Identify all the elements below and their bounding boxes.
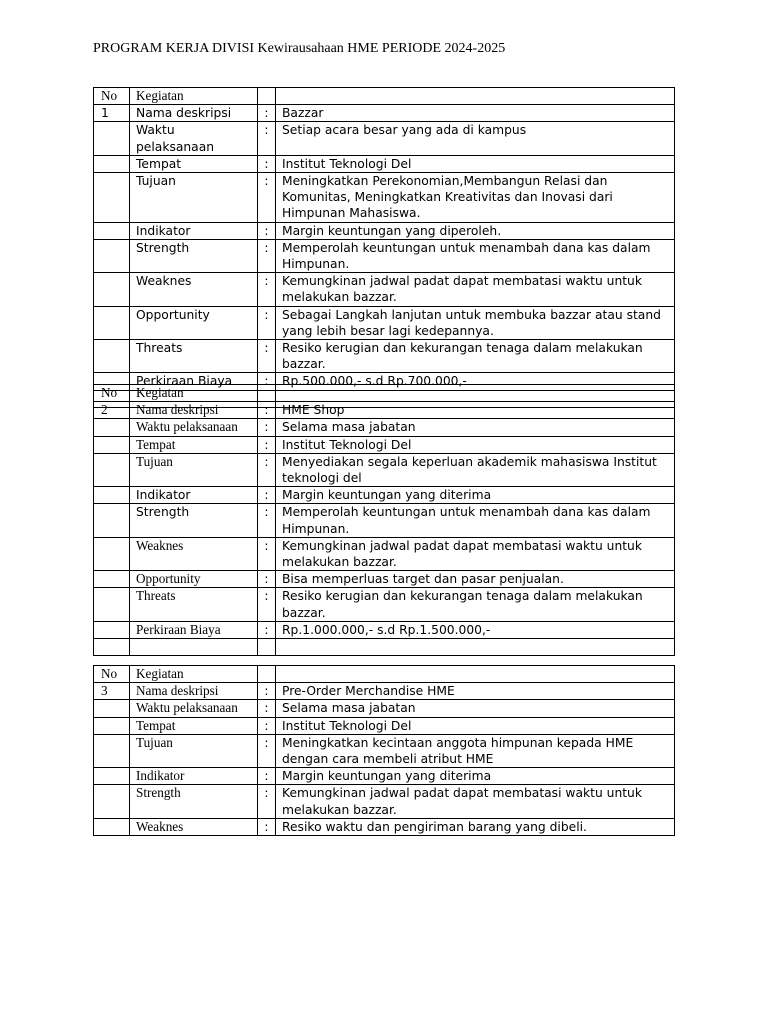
table-row <box>94 734 675 767</box>
row-value: Kemungkinan jadwal padat dapat membatasi waktu untuk melakukan bazzar. <box>276 785 675 818</box>
table-row <box>94 173 675 223</box>
program-number <box>94 537 130 570</box>
empty-cell <box>276 639 675 656</box>
empty-cell <box>258 639 276 656</box>
row-label: Weaknes <box>130 273 258 306</box>
program-number <box>94 453 130 486</box>
row-value: Bisa memperluas target dan pasar penjualan. <box>276 571 675 588</box>
program-number <box>94 785 130 818</box>
program-table-body <box>94 385 675 656</box>
row-value: Institut Teknologi Del <box>276 436 675 453</box>
program-number <box>94 621 130 638</box>
program-table-body <box>94 88 675 408</box>
row-label: Tujuan <box>130 173 258 223</box>
row-colon: : <box>258 588 276 621</box>
row-value: Margin keuntungan yang diterima <box>276 487 675 504</box>
row-colon: : <box>258 487 276 504</box>
header-no: No <box>94 88 130 105</box>
row-label: Tempat <box>130 155 258 172</box>
program-number <box>94 571 130 588</box>
row-colon: : <box>258 768 276 785</box>
table-row <box>94 537 675 570</box>
row-label: Indikator <box>130 487 258 504</box>
table-header-row <box>94 666 675 683</box>
row-value: Memperolah keuntungan untuk menambah dana kas dalam Himpunan. <box>276 504 675 537</box>
row-value: Setiap acara besar yang ada di kampus <box>276 122 675 155</box>
row-label: Perkiraan Biaya <box>130 373 258 390</box>
row-colon: : <box>258 373 276 390</box>
header-value-cell <box>276 666 675 683</box>
table-row <box>94 239 675 272</box>
row-colon: : <box>258 419 276 436</box>
row-colon: : <box>258 155 276 172</box>
table-header-row <box>94 88 675 105</box>
program-number <box>94 419 130 436</box>
table-row <box>94 571 675 588</box>
program-number <box>94 306 130 339</box>
program-number <box>94 155 130 172</box>
header-colon-cell <box>258 385 276 402</box>
table-row <box>94 340 675 373</box>
empty-cell <box>130 639 258 656</box>
table-row <box>94 273 675 306</box>
header-kegiatan: Kegiatan <box>130 88 258 105</box>
row-colon: : <box>258 785 276 818</box>
header-no: No <box>94 666 130 683</box>
row-colon: : <box>258 621 276 638</box>
header-colon-cell <box>258 88 276 105</box>
row-value: Rp.1.000.000,- s.d Rp.1.500.000,- <box>276 621 675 638</box>
row-colon: : <box>258 717 276 734</box>
row-label: Opportunity <box>130 571 258 588</box>
row-colon: : <box>258 306 276 339</box>
row-value: Institut Teknologi Del <box>276 717 675 734</box>
row-colon: : <box>258 734 276 767</box>
program-number <box>94 818 130 835</box>
table-row <box>94 222 675 239</box>
table-row <box>94 105 675 122</box>
row-colon: : <box>258 122 276 155</box>
row-value: Sebagai Langkah lanjutan untuk membuka bazzar atau stand yang lebih besar lagi kedepannya. <box>276 306 675 339</box>
row-value: Resiko kerugian dan kekurangan tenaga dalam melakukan bazzar. <box>276 340 675 373</box>
row-label: Perkiraan Biaya <box>130 621 258 638</box>
row-colon: : <box>258 504 276 537</box>
row-label: Strength <box>130 239 258 272</box>
row-label: Waktu pelaksanaan <box>130 122 258 155</box>
row-colon: : <box>258 105 276 122</box>
table-row <box>94 402 675 419</box>
table-row <box>94 306 675 339</box>
program-number <box>94 122 130 155</box>
row-colon: : <box>258 700 276 717</box>
row-label: Threats <box>130 340 258 373</box>
row-colon: : <box>258 818 276 835</box>
program-number <box>94 173 130 223</box>
program-table-1 <box>93 87 675 408</box>
row-value: Meningkatkan kecintaan anggota himpunan kepada HME dengan cara membeli atribut HME <box>276 734 675 767</box>
row-value: Institut Teknologi Del <box>276 155 675 172</box>
row-label: Indikator <box>130 768 258 785</box>
program-number <box>94 700 130 717</box>
header-kegiatan: Kegiatan <box>130 385 258 402</box>
table-row <box>94 700 675 717</box>
row-label: Tempat <box>130 436 258 453</box>
row-label: Waktu pelaksanaan <box>130 419 258 436</box>
row-label: Tempat <box>130 717 258 734</box>
program-number <box>94 487 130 504</box>
row-label: Tujuan <box>130 734 258 767</box>
program-number <box>94 717 130 734</box>
row-value: Margin keuntungan yang diterima <box>276 768 675 785</box>
row-value: Resiko kerugian dan kekurangan tenaga dalam melakukan bazzar. <box>276 588 675 621</box>
row-value: Menyediakan segala keperluan akademik mahasiswa Institut teknologi del <box>276 453 675 486</box>
row-colon: : <box>258 340 276 373</box>
row-label: Waktu pelaksanaan <box>130 700 258 717</box>
table-header-row <box>94 385 675 402</box>
row-value: HME Shop <box>276 402 675 419</box>
table-row <box>94 122 675 155</box>
row-label: Opportunity <box>130 306 258 339</box>
header-value-cell <box>276 88 675 105</box>
header-value-cell <box>276 385 675 402</box>
row-label: Nama deskripsi <box>130 683 258 700</box>
program-number <box>94 768 130 785</box>
program-table-body <box>94 666 675 836</box>
row-value: Rp.500.000,- s.d Rp.700.000,- <box>276 373 675 390</box>
row-colon: : <box>258 222 276 239</box>
row-colon: : <box>258 537 276 570</box>
program-number <box>94 734 130 767</box>
program-number <box>94 273 130 306</box>
row-colon: : <box>258 571 276 588</box>
row-label: Weaknes <box>130 537 258 570</box>
row-value: Memperolah keuntungan untuk menambah dana kas dalam Himpunan. <box>276 239 675 272</box>
table-row <box>94 683 675 700</box>
table-row <box>94 453 675 486</box>
row-label: Tujuan <box>130 453 258 486</box>
row-colon: : <box>258 239 276 272</box>
page-title: PROGRAM KERJA DIVISI Kewirausahaan HME PERIODE 2024-2025 <box>93 41 506 56</box>
empty-row <box>94 639 675 656</box>
row-colon: : <box>258 173 276 223</box>
table-row <box>94 785 675 818</box>
row-colon: : <box>258 436 276 453</box>
row-label: Strength <box>130 785 258 818</box>
table-row <box>94 588 675 621</box>
program-number <box>94 239 130 272</box>
program-number <box>94 588 130 621</box>
row-label: Threats <box>130 588 258 621</box>
program-number: 1 <box>94 105 130 122</box>
row-value: Pre-Order Merchandise HME <box>276 683 675 700</box>
table-row <box>94 419 675 436</box>
row-label: Weaknes <box>130 818 258 835</box>
table-row <box>94 768 675 785</box>
program-number: 3 <box>94 683 130 700</box>
row-colon: : <box>258 273 276 306</box>
row-label: Strength <box>130 504 258 537</box>
empty-cell <box>94 639 130 656</box>
table-row <box>94 155 675 172</box>
row-value: Selama masa jabatan <box>276 419 675 436</box>
header-kegiatan: Kegiatan <box>130 666 258 683</box>
row-colon: : <box>258 683 276 700</box>
row-value: Margin keuntungan yang diperoleh. <box>276 222 675 239</box>
program-number <box>94 504 130 537</box>
row-value: Selama masa jabatan <box>276 700 675 717</box>
program-table-2 <box>93 384 675 656</box>
row-value: Kemungkinan jadwal padat dapat membatasi waktu untuk melakukan bazzar. <box>276 273 675 306</box>
table-row <box>94 487 675 504</box>
row-colon: : <box>258 453 276 486</box>
table-row <box>94 621 675 638</box>
row-label: Nama deskripsi <box>130 105 258 122</box>
row-value: Kemungkinan jadwal padat dapat membatasi waktu untuk melakukan bazzar. <box>276 537 675 570</box>
header-no: No <box>94 385 130 402</box>
row-label: Nama deskripsi <box>130 402 258 419</box>
table-row <box>94 717 675 734</box>
row-label: Indikator <box>130 222 258 239</box>
row-colon: : <box>258 402 276 419</box>
row-value: Bazzar <box>276 105 675 122</box>
program-number <box>94 436 130 453</box>
row-value: Meningkatkan Perekonomian,Membangun Relasi dan Komunitas, Meningkatkan Kreativitas dan Inovasi dari Himpunan Mahasiswa. <box>276 173 675 223</box>
table-row <box>94 436 675 453</box>
program-number <box>94 222 130 239</box>
program-number <box>94 340 130 373</box>
program-table-3 <box>93 665 675 836</box>
header-colon-cell <box>258 666 276 683</box>
table-row <box>94 818 675 835</box>
row-value: Resiko waktu dan pengiriman barang yang dibeli. <box>276 818 675 835</box>
program-number: 2 <box>94 402 130 419</box>
table-row <box>94 504 675 537</box>
